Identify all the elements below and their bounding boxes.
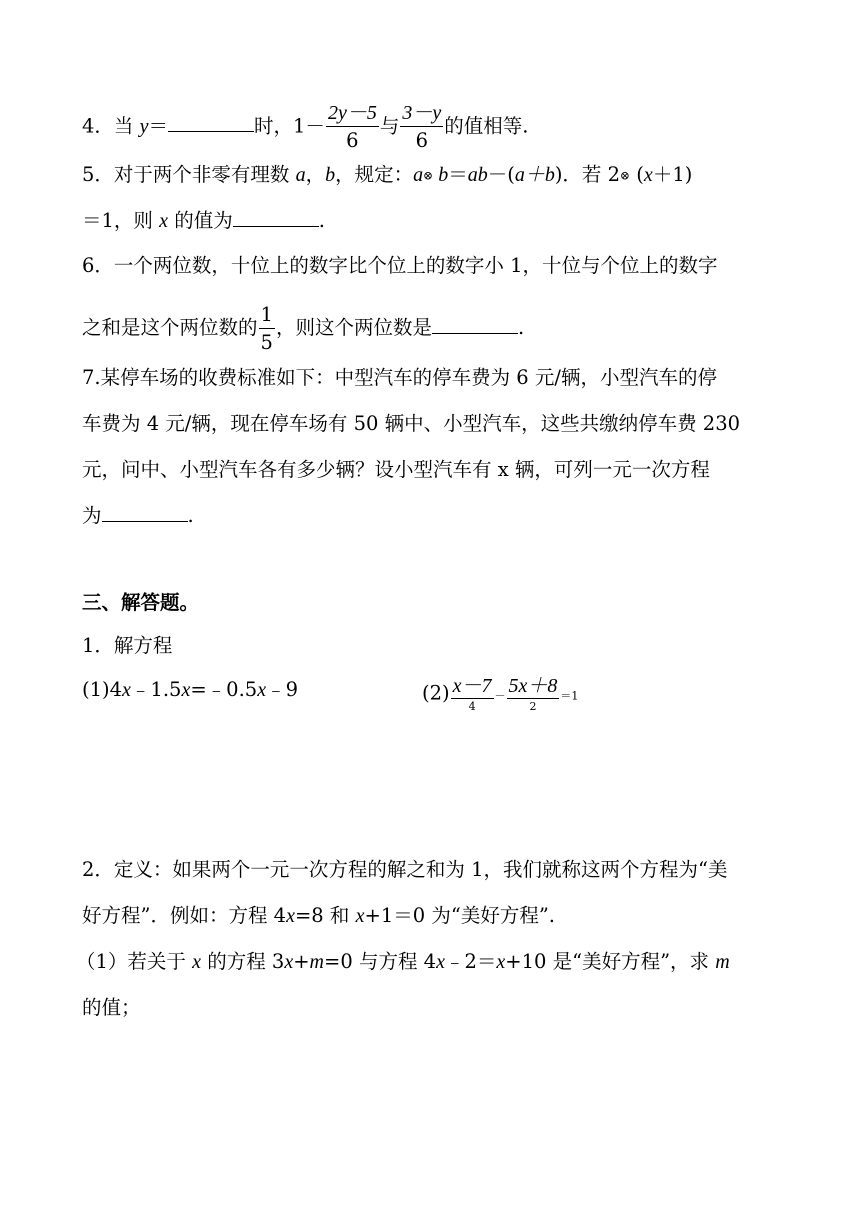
q4-suffix: 的值相等. [444, 114, 529, 138]
q6-answer-blank[interactable] [432, 315, 518, 334]
p1-f1-den: 4 [468, 700, 476, 713]
q5-tail2: ＋1) [652, 163, 693, 186]
p1-eq2-fraction-1 [451, 676, 494, 712]
problem-1-equation-1 [82, 676, 298, 704]
p2-sub1-c: =0 与方程 4 [324, 950, 437, 973]
p1-eq1-x1: x [122, 679, 131, 701]
q5-line2-b: 的值为 [168, 209, 233, 232]
q7-answer-blank[interactable] [102, 503, 188, 522]
question-6-line-2 [82, 305, 524, 352]
q5-apb: a＋b [514, 164, 555, 186]
question-7-line-2 [82, 410, 740, 438]
q5-text-a: 5．对于两个非零有理数 [82, 163, 296, 186]
q6-frac-den: 5 [260, 330, 273, 354]
q5-var-a: a [295, 164, 306, 186]
p2-sub1-x2: x [284, 951, 294, 973]
p2-sub1-b: 的方程 3 [201, 950, 285, 973]
q5-eq: ＝ [448, 163, 468, 186]
p2-line2-a: 好方程”．例如：方程 4 [82, 904, 287, 927]
p2-sub1-m2: m [715, 951, 730, 973]
p2-sub1-a: （1）若关于 [76, 950, 193, 973]
q5-tail1: ( [630, 163, 644, 186]
p1-f-minus: － [494, 689, 506, 703]
q7-line2: 车费为 4 元/辆，现在停车场有 50 辆中、小型汽车，这些共缴纳停车费 230 [82, 412, 741, 435]
p1-eq1-x2: x [181, 679, 191, 701]
q4-fraction-2 [400, 103, 443, 151]
q6-line2-a: 之和是这个两位数的 [82, 316, 258, 339]
q5-var-a2: a [413, 164, 424, 186]
q4-prefix: 4．当 [82, 114, 140, 138]
q5-var-b2: b [433, 164, 449, 186]
q4-frac2-num: 3－y [400, 103, 443, 127]
q4-eq: ＝ [148, 114, 169, 138]
q5-line2-a: ＝1，则 [82, 209, 160, 232]
q5-line2-end: . [318, 209, 325, 232]
q4-frac2-den: 6 [415, 129, 428, 152]
q5-close: )．若 2 [554, 163, 621, 186]
p2-line1: 2．定义：如果两个一元一次方程的解之和为 1，我们就称这两个方程为“美 [82, 858, 728, 881]
q4-answer-blank[interactable] [168, 113, 254, 132]
problem-2-line-2 [82, 902, 555, 930]
q7-line3: 元，问中、小型汽车各有多少辆？设小型汽车有 x 辆，可列一元一次方程 [82, 458, 710, 481]
p2-line2-c: +1＝0 为“美好方程”. [364, 904, 556, 927]
p1-eq1-c: =﹣0.5 [190, 678, 258, 701]
p2-x2: x [355, 905, 365, 927]
otimes-symbol-2: ⊗ [620, 168, 631, 183]
p2-sub1-x3: x [436, 951, 445, 973]
question-7-line-1 [82, 364, 717, 392]
q6-fraction [259, 305, 275, 352]
p1-eq2-fraction-2 [507, 676, 560, 712]
question-6-line-1 [82, 252, 718, 280]
p2-sub1-x4: x [496, 951, 506, 973]
q4-mid: 与 [379, 114, 400, 138]
p2-sub1-plus: + [293, 950, 310, 973]
problem-2-sub-1 [76, 948, 730, 976]
p1-f2-num: 5x＋8 [508, 675, 558, 697]
q5-rule: ，规定： [335, 163, 414, 186]
p2-line4: 的值； [82, 996, 141, 1019]
q6-frac-num: 1 [259, 305, 275, 329]
p1-eq1-a: (1)4 [82, 678, 123, 701]
q4-frac1-num: 2y－5 [326, 103, 379, 127]
q5-var-x: x [643, 164, 653, 186]
p1-f2-den: 2 [529, 700, 537, 713]
q7-line4-a: 为 [82, 504, 102, 527]
section-3-title [82, 589, 199, 617]
otimes-symbol: ⊗ [423, 168, 434, 183]
q4-after-blank: 时，1－ [254, 114, 325, 138]
problem-2-line-4 [82, 994, 141, 1022]
p2-sub1-x1: x [192, 951, 201, 973]
p1-f1-num: x－7 [452, 675, 492, 697]
q5-var-x2: x [159, 210, 168, 232]
p1-eq2-label: (2) [422, 681, 450, 705]
problem-2-line-1 [82, 856, 727, 884]
problem-1-title [82, 632, 172, 660]
q4-var-y: y [139, 115, 149, 138]
p1-eq1-d: ﹣9 [266, 678, 298, 701]
p2-x1: x [286, 905, 295, 927]
q5-ab: ab [467, 164, 488, 186]
q4-fraction-1 [326, 103, 379, 151]
question-7-line-3 [82, 456, 710, 484]
p2-line2-b: =8 和 [294, 904, 356, 927]
q6-line2-end: . [517, 316, 525, 339]
q5-comma: ， [305, 163, 326, 186]
p1-eq1-x3: x [257, 679, 267, 701]
q5-minus: －( [487, 163, 515, 186]
q7-line4-end: . [187, 504, 194, 527]
q7-line1: 7.某停车场的收费标准如下：中型汽车的停车费为 6 元/辆，小型汽车的停 [82, 366, 717, 389]
question-5-line-1 [82, 161, 692, 190]
p1-eq1-b: ﹣1.5 [130, 678, 182, 701]
problem-1-equation-2 [422, 676, 578, 712]
q6-line2-b: ，则这个两位数是 [275, 316, 432, 339]
p1-title-text: 1．解方程 [82, 634, 173, 657]
question-4 [82, 103, 528, 151]
p2-sub1-d: ﹣2＝ [444, 950, 497, 973]
q5-var-b: b [325, 164, 336, 186]
question-5-line-2 [82, 207, 325, 235]
q6-line1: 6．一个两位数，十位上的数字比个位上的数字小 1，十位与个位上的数字 [82, 254, 718, 277]
p1-f-eq: ＝1 [560, 689, 579, 703]
p2-sub1-m1: m [309, 951, 324, 973]
q5-answer-blank[interactable] [233, 208, 319, 227]
question-7-line-4 [82, 502, 194, 530]
section-3-title-text: 三、解答题。 [82, 591, 200, 614]
p2-sub1-e: +10 是“美好方程”，求 [505, 950, 716, 973]
q4-frac1-den: 6 [346, 129, 359, 152]
